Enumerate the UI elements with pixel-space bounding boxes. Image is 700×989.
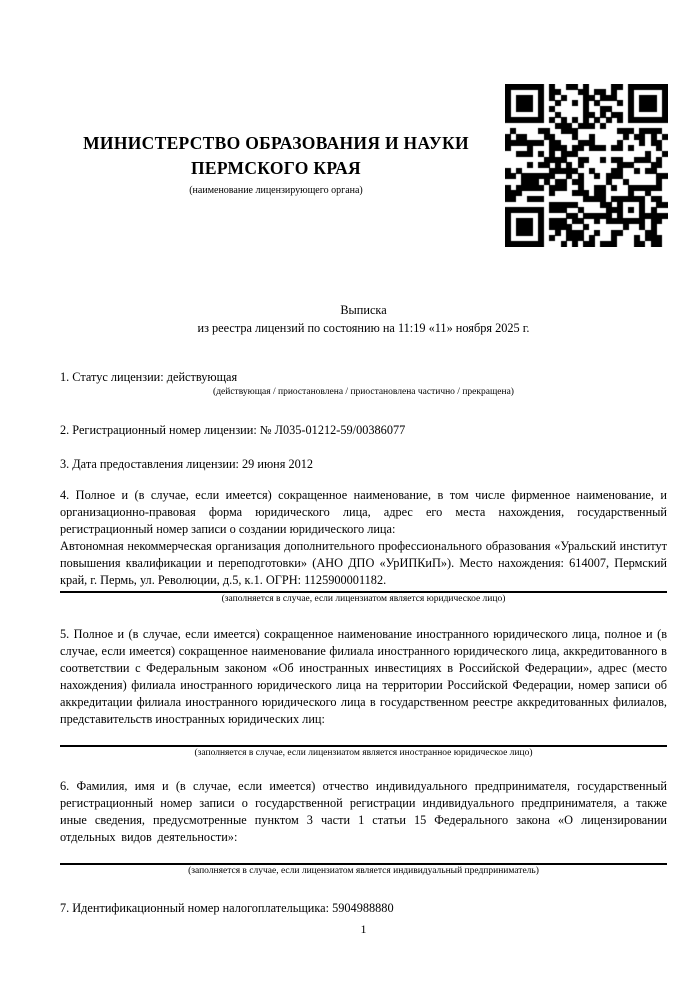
item-label: 7. Идентификационный номер налогоплательщика: 5904988880: [60, 901, 394, 915]
ministry-name-caption: (наименование лицензирующего органа): [189, 185, 363, 196]
item-legal-entity: [60, 487, 667, 606]
empty-value-line: [60, 846, 667, 861]
item-taxpayer-number: [60, 900, 667, 917]
extract-title-block: [60, 301, 667, 337]
item-label: 5. Полное и (в случае, если имеется) сокращенное наименование иностранного юридического лица, полное и (в случае, если имеется) сокращенное наименование филиала иностранного юридического лица, аккредитованного в соответствии с Федеральным законом «Об иностранных инвестициях в Российской Федерации», адрес (место нахождения) филиала иностранного юридического лица на территории Российской Федерации, номер записи об аккредитации филиала иностранного юридического лица в государственном реестре аккредитованных филиалов, представительств иностранных юридических лиц:: [60, 627, 667, 726]
item-registration-number: [60, 422, 667, 439]
item-label: 3. Дата предоставления лицензии: 29 июня 2012: [60, 457, 314, 471]
extract-date-line: из реестра лицензий по состоянию на 11:19 «11» ноября 2025 г.: [197, 321, 530, 335]
qr-code-icon: [505, 84, 668, 247]
item-label: 1. Статус лицензии: действующая: [60, 370, 238, 384]
document-body: [60, 301, 667, 917]
ministry-name: [57, 131, 495, 181]
item-caption: (заполняется в случае, если лицензиатом является юридическое лицо): [221, 594, 506, 604]
item-label: 2. Регистрационный номер лицензии: № Л035-01212-59/00386077: [60, 423, 406, 437]
empty-value-line: [60, 728, 667, 743]
extract-title: Выписка: [340, 303, 387, 317]
ministry-name-line2: ПЕРМСКОГО КРАЯ: [191, 158, 361, 178]
item-caption: (действующая / приостановлена / приостановлена частично / прекращена): [213, 387, 514, 397]
item-caption: (заполняется в случае, если лицензиатом является иностранное юридическое лицо): [194, 748, 533, 758]
item-label: 6. Фамилия, имя и (в случае, если имеется) отчество индивидуального предпринимателя, государственный регистрационный номер записи о государственной регистрации индивидуального предпринимателя, а также иные сведения, предусмотренные пунктом 3 части 1 статьи 15 Федерального закона «О лицензировании отдельных видов деятельности»:: [60, 779, 667, 844]
item-label: 4. Полное и (в случае, если имеется) сокращенное наименование, в том числе фирменное наименование, и организационно-правовая форма юридического лица, адрес его места нахождения, государственный регистрационный номер записи о создании юридического лица:: [60, 488, 667, 536]
ministry-name-line1: МИНИСТЕРСТВО ОБРАЗОВАНИЯ И НАУКИ: [83, 133, 469, 153]
item-entrepreneur: [60, 778, 667, 878]
item-value: Автономная некоммерческая организация дополнительного профессионального образования «Уральский институт повышения квалификации и переподготовки» (АНО ДПО «УрИПКиП»). Место нахождения: 614007, Пермский край, г. Пермь, ул. Революции, д.5, к.1. ОГРН: 1125900001182.: [60, 539, 667, 587]
item-grant-date: [60, 456, 667, 473]
licensing-authority-header: [57, 131, 495, 197]
item-caption: (заполняется в случае, если лицензиатом является индивидуальный предприниматель): [188, 866, 539, 876]
item-license-status: [60, 369, 667, 399]
item-foreign-entity: [60, 626, 667, 760]
page-number: 1: [360, 922, 367, 936]
